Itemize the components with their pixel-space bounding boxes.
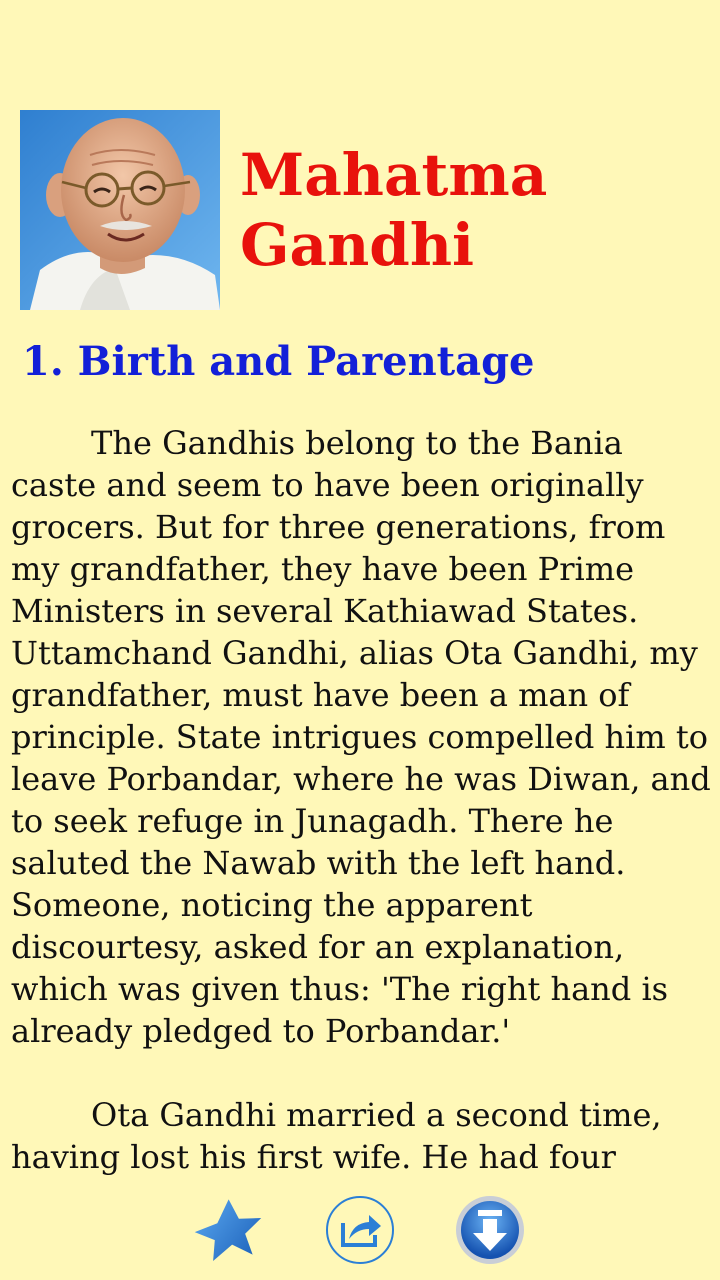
story-paragraph: The Gandhis belong to the Bania caste and seem to have been originally grocers. But for three generations, from my grandfather, they have been Prime Ministers in several Kathiawad States. Uttamchand Gandhi, alias Ota Gandhi, my grandfather, must have been a man of principle. State intrigues compelled him to leave Porbandar, where he was Diwan, and to seek refuge in Junagadh. There he saluted the Nawab with the left hand. Someone, noticing the apparent discourtesy, asked for an explanation, which was given thus: 'The right hand is already pledged to Porbandar.' [11, 424, 711, 1050]
chapter-heading: 1. Birth and Parentage [22, 338, 535, 385]
star-icon [193, 1195, 263, 1265]
share-button[interactable] [325, 1195, 395, 1265]
story-text [11, 422, 716, 1182]
download-button[interactable] [455, 1195, 525, 1265]
favorite-button[interactable] [193, 1195, 263, 1265]
download-icon [455, 1195, 525, 1265]
bottom-toolbar [0, 1195, 720, 1265]
page-title: Mahatma Gandhi [240, 141, 548, 279]
story-paragraph: Ota Gandhi married a second time, having lost his first wife. He had four [11, 1096, 662, 1176]
gandhi-portrait-image [20, 110, 220, 310]
share-icon [325, 1195, 395, 1265]
